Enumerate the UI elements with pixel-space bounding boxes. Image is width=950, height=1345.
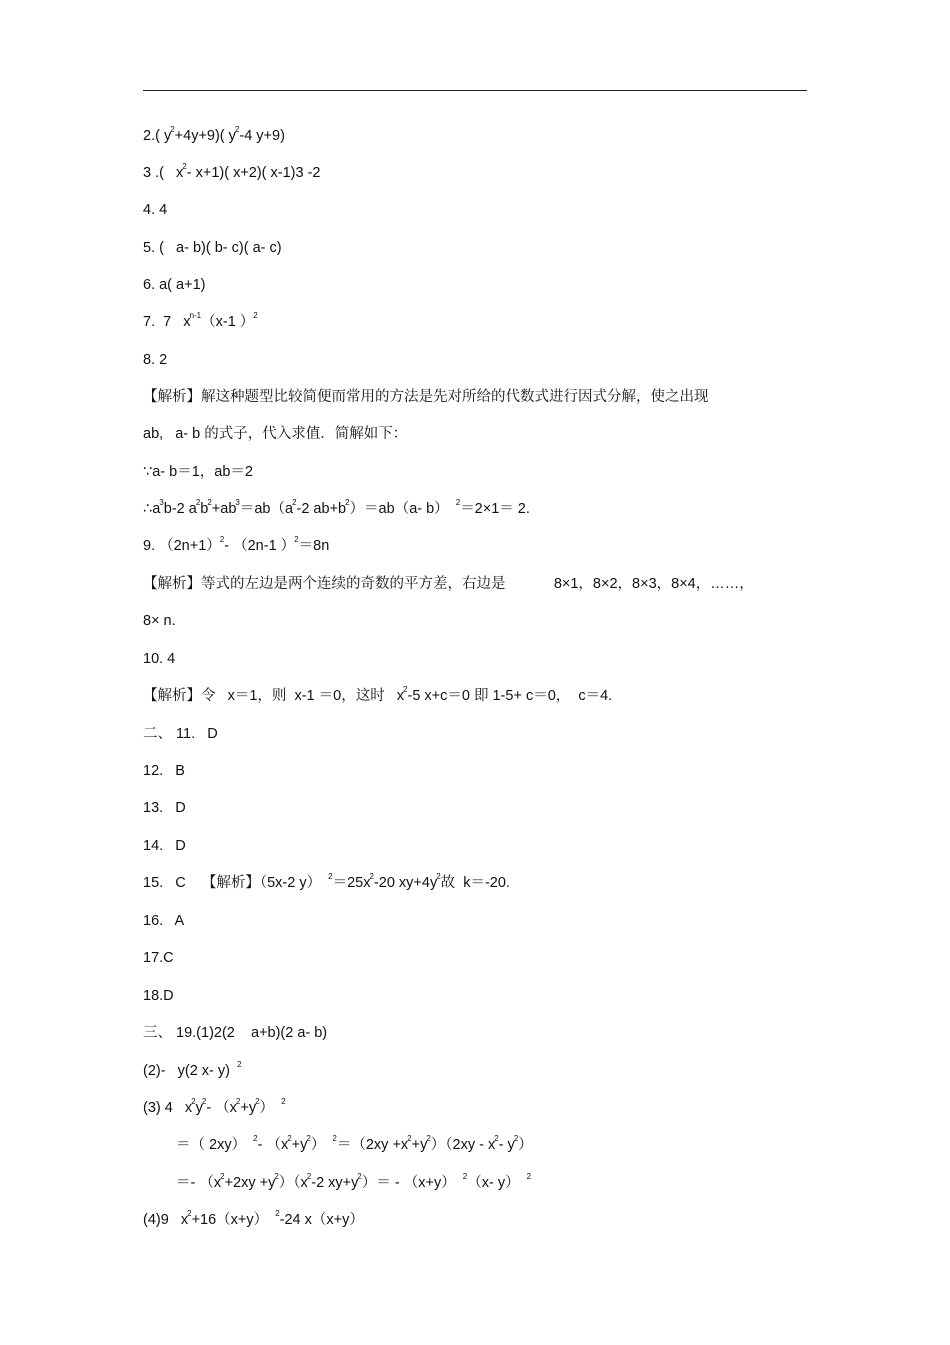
- answer-line: [143, 1023, 327, 1043]
- text-segment: 10. 4: [143, 651, 176, 667]
- text-segment: ＝ab（a: [239, 501, 294, 517]
- answer-line: [176, 1173, 531, 1195]
- answer-line: [143, 350, 167, 370]
- text-segment: - x+1)( x+2)( x-1)3 -2: [186, 165, 321, 181]
- answer-line: [143, 238, 282, 258]
- answer-line: [143, 611, 176, 631]
- text-segment: 【解析】令 x＝1，则 x-1 ＝0，这时 x: [143, 688, 405, 704]
- text-segment: ）: [518, 1137, 533, 1153]
- superscript: 2: [187, 1209, 192, 1218]
- text-segment: -20 xy+4y: [373, 875, 438, 891]
- text-segment: ）＝ - （x+y）: [361, 1175, 464, 1191]
- text-segment: 8× n.: [143, 613, 176, 629]
- superscript: 3: [159, 498, 164, 507]
- superscript: 2: [357, 1172, 362, 1181]
- answer-line: [143, 649, 175, 669]
- superscript: 2: [462, 1172, 468, 1181]
- text-segment: 9. （2n+1）: [143, 538, 221, 554]
- superscript: 2: [328, 872, 333, 881]
- superscript: 2: [526, 1172, 532, 1181]
- text-segment: 二、 11. D: [143, 726, 218, 742]
- superscript: 2: [219, 535, 225, 544]
- text-segment: +ab: [211, 501, 237, 517]
- answer-line: [143, 424, 407, 444]
- superscript: 2: [234, 125, 240, 134]
- superscript: 2: [255, 1097, 260, 1106]
- answer-line: [143, 462, 253, 482]
- answer-line: [143, 312, 258, 334]
- superscript: 2: [281, 1097, 286, 1106]
- superscript: 2: [292, 498, 297, 507]
- answer-line: [143, 873, 510, 895]
- text-segment: +16（x+y）: [191, 1212, 277, 1228]
- text-segment: - （2n-1 ）: [224, 538, 296, 554]
- text-segment: - y: [498, 1137, 515, 1153]
- answer-line: [143, 686, 612, 708]
- superscript: 2: [403, 685, 408, 694]
- superscript: 2: [274, 1172, 279, 1181]
- text-segment: 12. B: [143, 763, 185, 779]
- text-segment: ＝8n: [298, 538, 330, 554]
- header-rule: [143, 90, 807, 91]
- answer-line: [143, 836, 186, 856]
- text-segment: y: [195, 1100, 203, 1116]
- text-segment: ＝2×1＝ 2.: [460, 501, 530, 517]
- text-segment: b-2 a: [163, 501, 197, 517]
- text-segment: 13. D: [143, 800, 186, 816]
- superscript: 2: [513, 1134, 519, 1143]
- answer-line: [143, 798, 186, 818]
- superscript: 2: [287, 1134, 292, 1143]
- text-segment: 3 .( x: [143, 165, 184, 181]
- answer-line: [143, 126, 285, 148]
- text-segment: - （x: [206, 1100, 237, 1116]
- superscript: 2: [494, 1134, 499, 1143]
- superscript: 2: [195, 498, 201, 507]
- superscript: 2: [237, 1060, 242, 1069]
- text-segment: +y: [411, 1137, 428, 1153]
- answer-line: [143, 724, 218, 744]
- text-segment: -4 y+9): [239, 128, 285, 144]
- text-segment: 17.C: [143, 950, 174, 966]
- text-segment: 【解析】等式的左边是两个连续的奇数的平方差，右边是 8×1，8×2，8×3，8×4，……，: [143, 576, 754, 592]
- text-segment: - （x: [257, 1137, 289, 1153]
- answer-line: [143, 200, 167, 220]
- text-segment: (3) 4 x: [143, 1100, 193, 1116]
- answer-line: [143, 1210, 364, 1232]
- text-segment: ）（x: [278, 1175, 308, 1191]
- text-segment: ＝（ 2xy）: [176, 1137, 255, 1153]
- superscript: 2: [294, 535, 299, 544]
- text-segment: -2 xy+y: [311, 1175, 359, 1191]
- text-segment: 5. ( a- b)( b- c)( a- c): [143, 240, 282, 256]
- answer-line: [143, 761, 185, 781]
- superscript: 2: [407, 1134, 412, 1143]
- answer-line: [143, 163, 321, 185]
- answer-line: [143, 275, 205, 295]
- text-segment: （x- y）: [467, 1175, 528, 1191]
- text-segment: 18.D: [143, 988, 174, 1004]
- text-segment: 故 k＝-20.: [440, 875, 510, 891]
- superscript: 2: [207, 498, 212, 507]
- text-segment: 4. 4: [143, 202, 168, 218]
- superscript: 3: [235, 498, 240, 507]
- text-segment: ab, a- b 的式子，代入求值．简解如下：: [143, 426, 408, 442]
- text-segment: ∴a: [143, 501, 161, 517]
- text-segment: 2.( y: [143, 128, 172, 144]
- text-segment: -2 ab+b: [296, 501, 347, 517]
- text-segment: ＝（2xy +x: [336, 1137, 409, 1153]
- superscript: 2: [455, 498, 461, 507]
- answer-line: [176, 1135, 533, 1157]
- text-segment: 15. C 【解析】（5x-2 y）: [143, 875, 330, 891]
- superscript: 2: [345, 498, 350, 507]
- text-segment: +4y+9)( y: [174, 128, 236, 144]
- text-segment: ）（2xy - x: [430, 1137, 496, 1153]
- answer-line: [143, 1098, 286, 1120]
- text-segment: -24 x（x+y）: [279, 1212, 364, 1228]
- answer-line: [143, 948, 174, 968]
- text-segment: +y: [240, 1100, 257, 1116]
- answer-line: [143, 536, 329, 558]
- text-segment: 6. a( a+1): [143, 277, 206, 293]
- superscript: n-1: [189, 311, 202, 320]
- superscript: 2: [332, 1134, 337, 1143]
- superscript: 2: [220, 1172, 225, 1181]
- text-segment: ＝25x: [332, 875, 371, 891]
- answer-line: [143, 387, 709, 407]
- superscript: 2: [201, 1097, 207, 1106]
- text-segment: （x-1 ）: [201, 314, 255, 330]
- text-segment: ）: [259, 1100, 283, 1116]
- superscript: 2: [253, 311, 258, 320]
- superscript: 2: [306, 1172, 312, 1181]
- text-segment: 8. 2: [143, 352, 168, 368]
- text-segment: ＝- （x: [176, 1175, 222, 1191]
- superscript: 2: [369, 872, 374, 881]
- superscript: 2: [182, 162, 187, 171]
- text-segment: +y: [291, 1137, 308, 1153]
- answer-line: [143, 499, 530, 521]
- text-segment: b: [200, 501, 209, 517]
- text-segment: (2)- y(2 x- y): [143, 1063, 239, 1079]
- text-segment: 14. D: [143, 838, 186, 854]
- text-segment: 16. A: [143, 913, 185, 929]
- superscript: 2: [253, 1134, 258, 1143]
- superscript: 2: [170, 125, 175, 134]
- text-segment: (4)9 x: [143, 1212, 189, 1228]
- superscript: 2: [436, 872, 441, 881]
- text-segment: 【解析】解这种题型比较简便而常用的方法是先对所给的代数式进行因式分解，使之出现: [143, 389, 709, 405]
- answer-line: [143, 1061, 242, 1083]
- text-segment: +2xy +y: [224, 1175, 276, 1191]
- superscript: 2: [235, 1097, 241, 1106]
- text-segment: ∵a- b＝1，ab＝2: [143, 464, 253, 480]
- superscript: 2: [426, 1134, 431, 1143]
- superscript: 2: [275, 1209, 280, 1218]
- text-segment: ）: [310, 1137, 334, 1153]
- answer-line: [143, 574, 754, 594]
- answer-line: [143, 986, 174, 1006]
- answer-line: [143, 911, 184, 931]
- text-segment: 三、 19.(1)2(2 a+b)(2 a- b): [143, 1025, 328, 1041]
- superscript: 2: [306, 1134, 311, 1143]
- superscript: 2: [191, 1097, 196, 1106]
- text-segment: ）＝ab（a- b）: [349, 501, 457, 517]
- text-segment: 7. 7 x: [143, 314, 191, 330]
- text-segment: -5 x+c＝0 即 1-5+ c＝0， c＝4.: [407, 688, 613, 704]
